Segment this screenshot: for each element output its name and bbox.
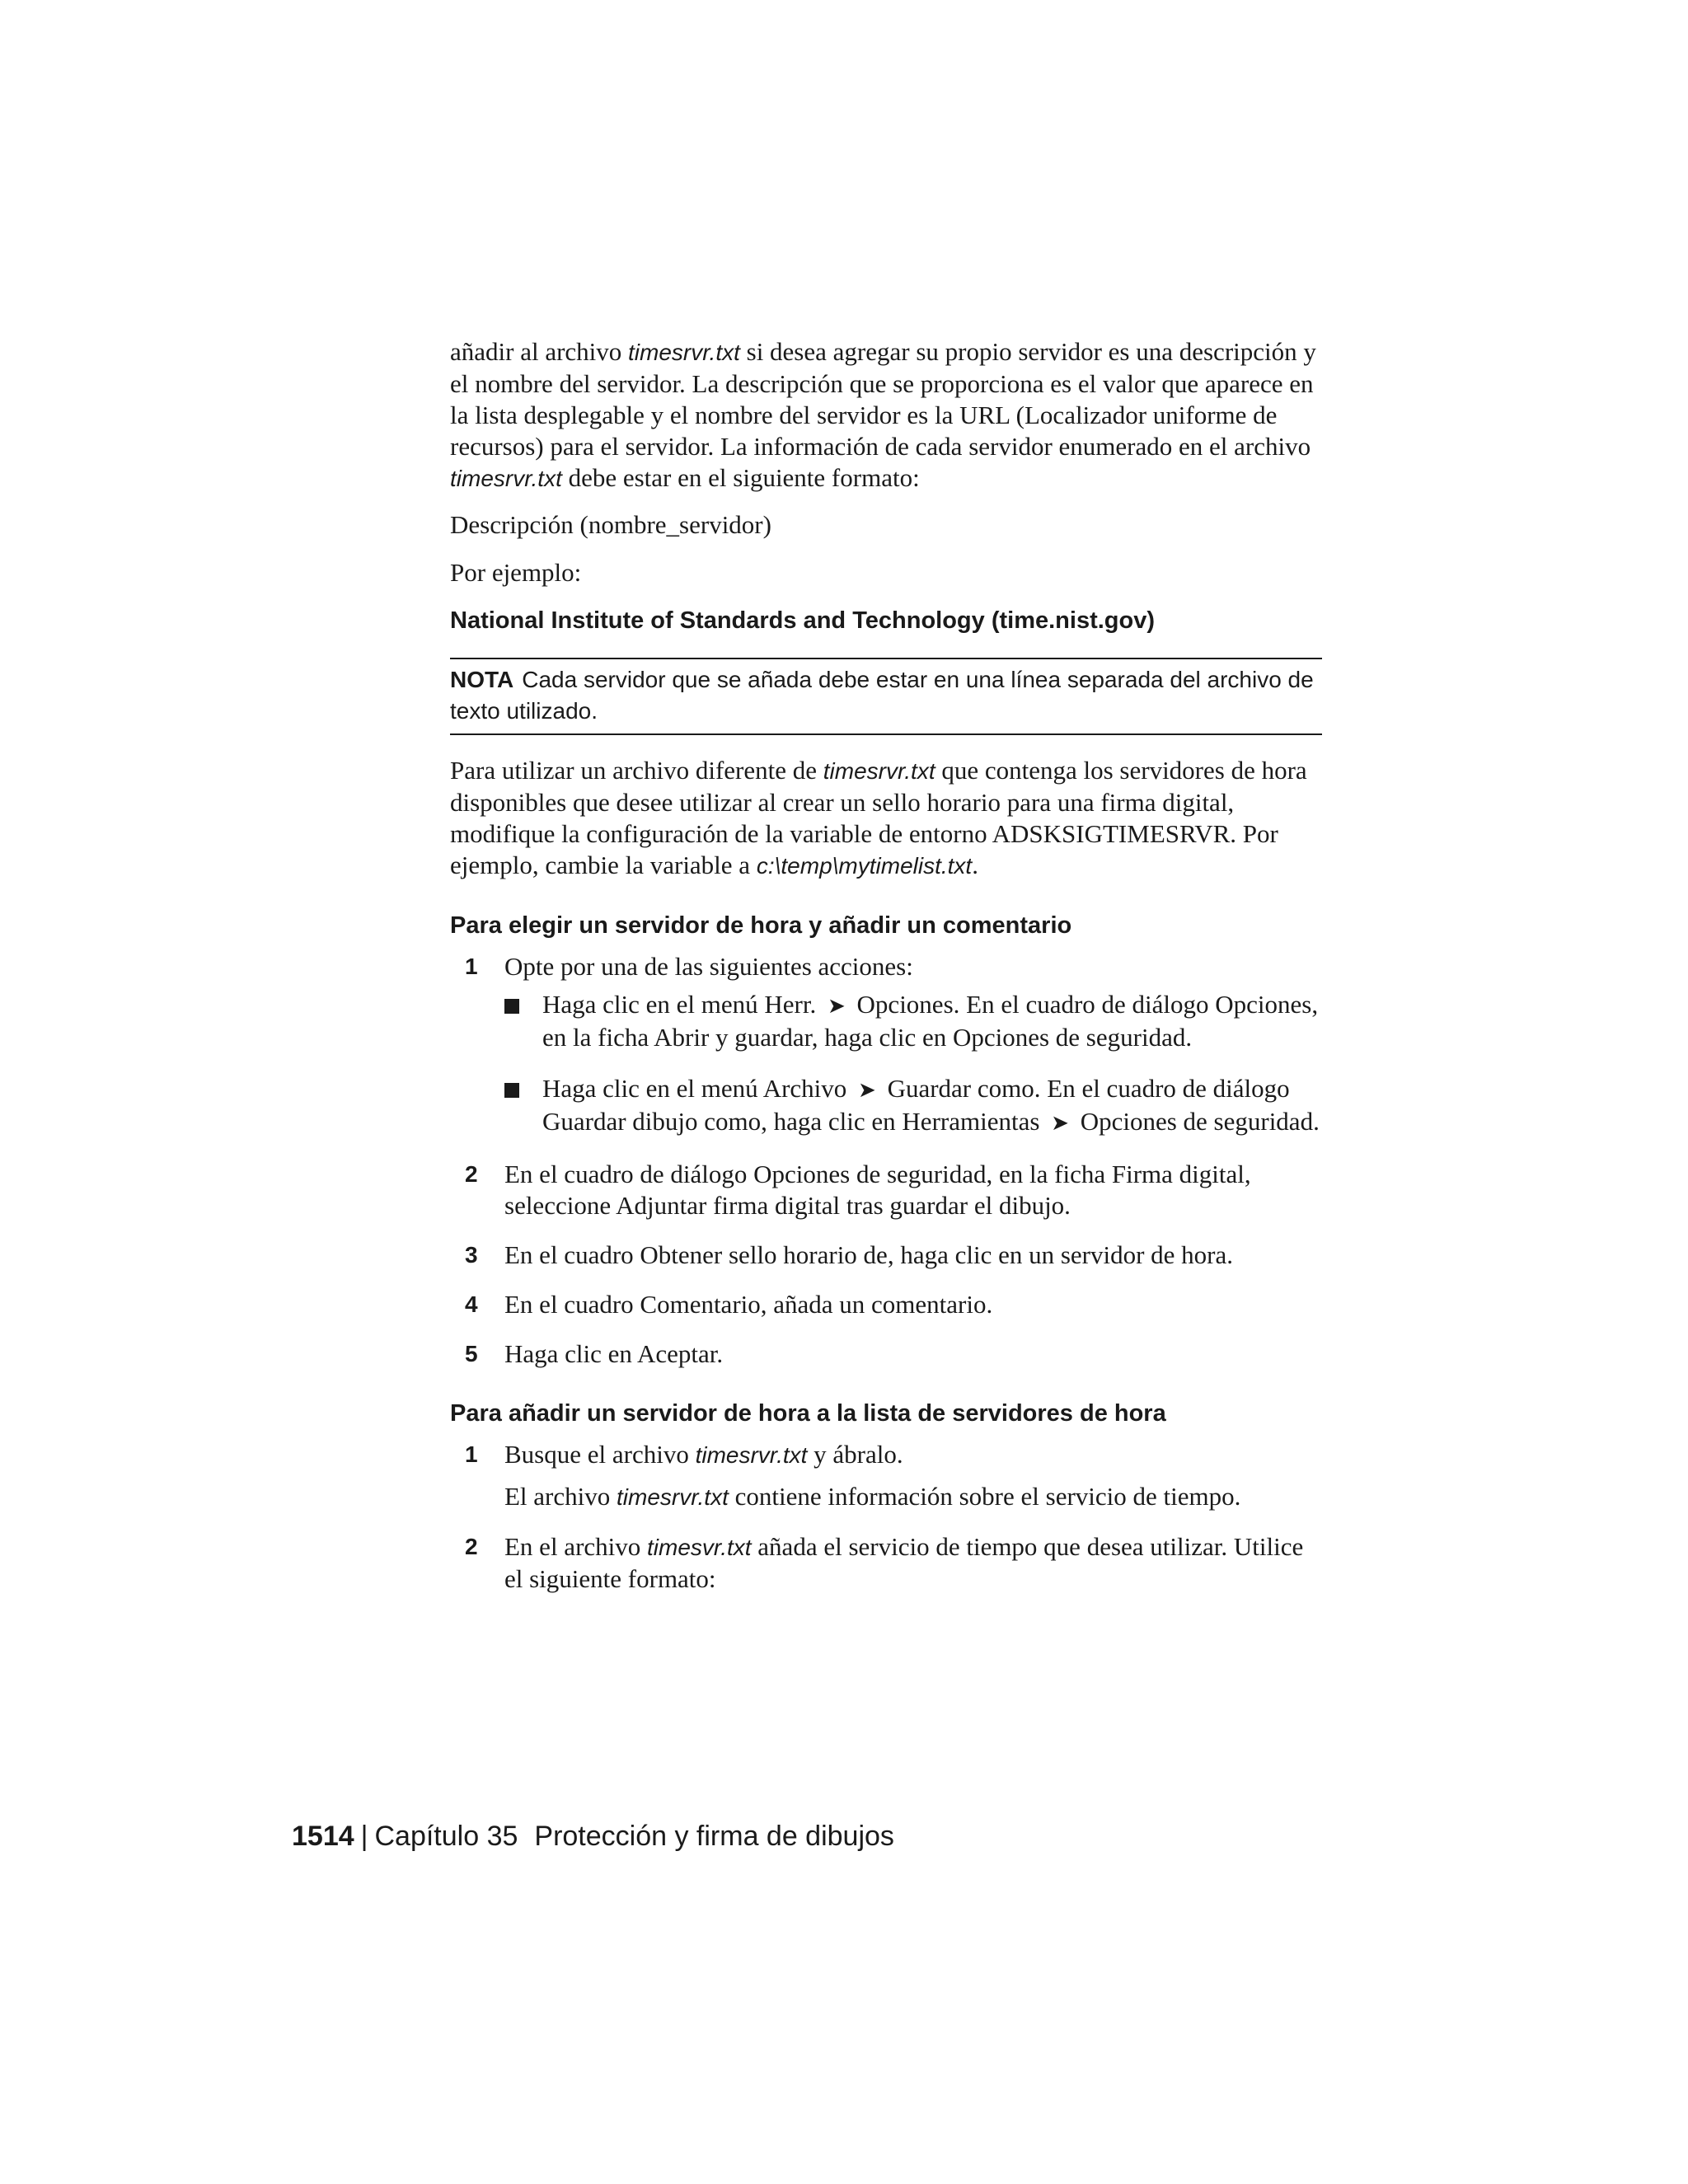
file-path: c:\temp\mytimelist.txt bbox=[756, 853, 973, 879]
step-text bbox=[504, 1531, 1322, 1595]
para2-text-2: que contenga los servidores de hora disponibles que desee utilizar al crear un sello horario para una firma digital, modifique la configuración de la variable de entorno ADSKSIGTIMESRVR. Por ejemplo, cambie la variable a bbox=[450, 756, 1307, 879]
step-text: En el cuadro Comentario, añada un comentario. bbox=[504, 1290, 993, 1319]
intro-text-3: debe estar en el siguiente formato: bbox=[561, 463, 920, 492]
example-label: Por ejemplo: bbox=[450, 558, 582, 587]
para2-text-3: . bbox=[972, 851, 978, 879]
note-box bbox=[450, 658, 1322, 735]
para2-text-1: Para utilizar un archivo diferente de bbox=[450, 756, 823, 785]
step-number: 1 bbox=[465, 1441, 478, 1467]
intro-text-2: si desea agregar su propio servidor es una descripción y el nombre del servidor. La descripción que se proporciona es el valor que aparece en la lista desplegable y el nombre del servidor es la URL (Localizador uniforme de recursos) para el servidor. La información de cada servidor enumerado en el archivo bbox=[450, 337, 1316, 461]
page-footer bbox=[292, 1820, 894, 1853]
step-item bbox=[450, 1240, 1322, 1271]
step-item bbox=[450, 1289, 1322, 1320]
step-number: 3 bbox=[465, 1242, 478, 1268]
bullet-text: Haga clic en el menú Archivo bbox=[542, 1074, 847, 1103]
bullet-text: Guardar como. En el cuadro de diálogo Guardar dibujo como, haga clic en Herramientas bbox=[542, 1074, 1290, 1136]
arrow-right-icon: ➤ bbox=[828, 994, 846, 1019]
section-heading-choose-server: Para elegir un servidor de hora y añadir un comentario bbox=[450, 912, 1072, 939]
step-item bbox=[450, 1338, 1322, 1370]
step-text: Haga clic en Aceptar. bbox=[504, 1339, 724, 1368]
note-text: Cada servidor que se añada debe estar en una línea separada del archivo de texto utilizado. bbox=[450, 667, 1314, 724]
bullet-list bbox=[504, 989, 1322, 1139]
step-number: 5 bbox=[465, 1341, 478, 1366]
filename: timesrvr.txt bbox=[695, 1442, 808, 1468]
filename: timesrvr.txt bbox=[450, 466, 562, 491]
step-item bbox=[450, 951, 1322, 1139]
bullet-text: Opciones. En el cuadro de diálogo Opciones, en la ficha Abrir y guardar, haga clic en Opciones de seguridad. bbox=[542, 990, 1319, 1052]
step-text-part: Busque el archivo bbox=[504, 1440, 696, 1469]
page-content bbox=[450, 336, 1322, 1613]
example-value: National Institute of Standards and Technology (time.nist.gov) bbox=[450, 607, 1156, 634]
chapter-label: Capítulo 35 bbox=[374, 1821, 518, 1852]
arrow-right-icon: ➤ bbox=[1051, 1111, 1069, 1136]
section-heading-add-server: Para añadir un servidor de hora a la lista de servidores de hora bbox=[450, 1400, 1166, 1427]
bullet-item bbox=[504, 1073, 1322, 1139]
intro-paragraph bbox=[450, 336, 1322, 494]
step-text-part: contiene información sobre el servicio de tiempo. bbox=[728, 1482, 1241, 1511]
page-number: 1514 bbox=[292, 1821, 354, 1852]
filename: timesvr.txt bbox=[647, 1535, 752, 1560]
chapter-title: Protección y firma de dibujos bbox=[534, 1821, 894, 1852]
square-bullet-icon bbox=[504, 999, 519, 1014]
env-variable-paragraph bbox=[450, 755, 1322, 882]
arrow-right-icon: ➤ bbox=[858, 1078, 876, 1103]
step-text-part: En el archivo bbox=[504, 1532, 648, 1561]
square-bullet-icon bbox=[504, 1083, 519, 1098]
step-number: 2 bbox=[465, 1534, 478, 1559]
bullet-text: Opciones de seguridad. bbox=[1080, 1107, 1320, 1136]
filename: timesrvr.txt bbox=[617, 1484, 729, 1510]
bullet-text: Haga clic en el menú Herr. bbox=[542, 990, 817, 1019]
format-line: Descripción (nombre_servidor) bbox=[450, 510, 771, 539]
step-item bbox=[450, 1439, 1322, 1513]
step-text: En el cuadro Obtener sello horario de, haga clic en un servidor de hora. bbox=[504, 1240, 1234, 1269]
bullet-item bbox=[504, 989, 1322, 1053]
step-item bbox=[450, 1531, 1322, 1595]
step-text bbox=[504, 1439, 1322, 1471]
step-number: 2 bbox=[465, 1161, 478, 1187]
footer-separator: | bbox=[360, 1821, 368, 1852]
step-text-part: añada el servicio de tiempo que desea utilizar. Utilice el siguiente formato: bbox=[504, 1532, 1304, 1593]
filename: timesrvr.txt bbox=[628, 340, 740, 365]
step-number: 4 bbox=[465, 1291, 478, 1317]
step-text-part: El archivo bbox=[504, 1482, 617, 1511]
step-text: Opte por una de las siguientes acciones: bbox=[504, 952, 913, 981]
filename: timesrvr.txt bbox=[823, 758, 935, 784]
step-number: 1 bbox=[465, 954, 478, 979]
step-item bbox=[450, 1159, 1322, 1221]
step-text-part: y ábralo. bbox=[807, 1440, 903, 1469]
step-subtext bbox=[504, 1481, 1322, 1513]
step-text: En el cuadro de diálogo Opciones de seguridad, en la ficha Firma digital, seleccione Adjuntar firma digital tras guardar el dibujo. bbox=[504, 1160, 1251, 1220]
note-label: NOTA bbox=[450, 667, 514, 692]
intro-text-1: añadir al archivo bbox=[450, 337, 629, 366]
